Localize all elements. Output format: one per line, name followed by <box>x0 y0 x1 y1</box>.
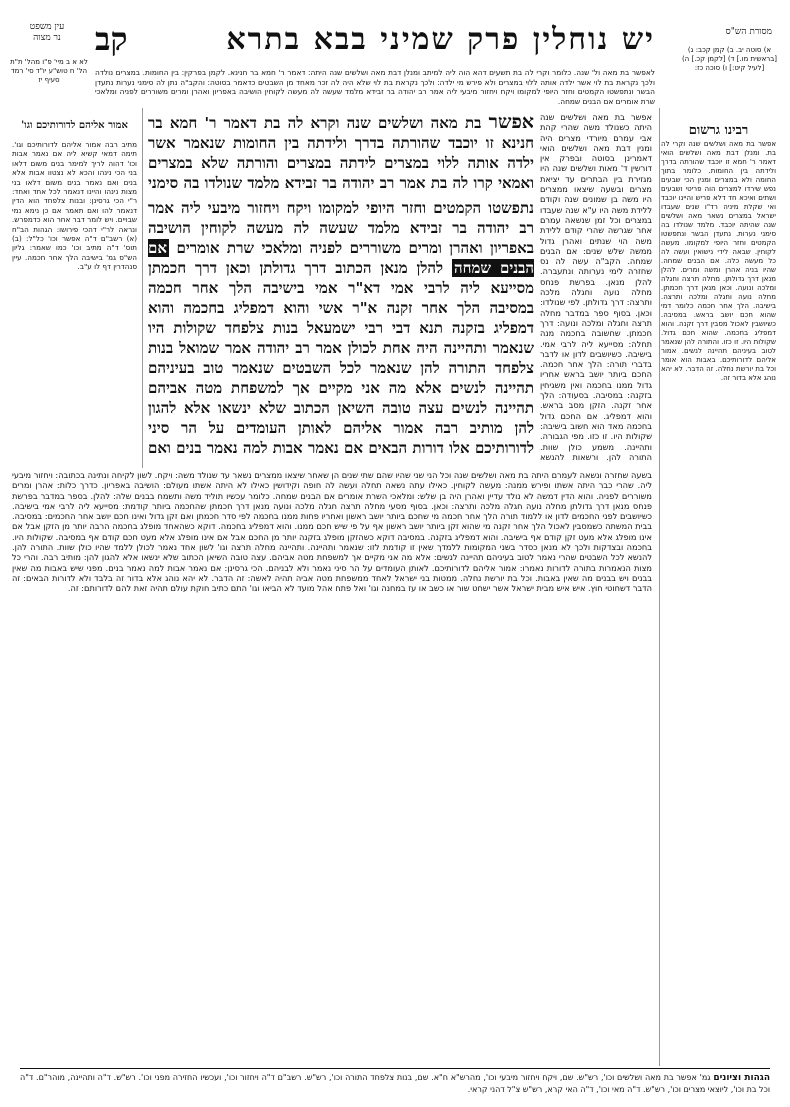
column-divider-right <box>659 108 660 1066</box>
ein-mishpat-label: עין משפט נר מצוה <box>29 22 65 43</box>
page-title: יש נוחלין פרק שמיני בבא בתרא <box>226 22 655 57</box>
masoret-notes: א) סוטה יב. ב) קמן קכב: ג) [בראשית מו.] ד) [לקמן קכ.] ה) [לעיל קיט:] ו) סוכה כז: <box>681 46 778 72</box>
footer-rule <box>20 1068 770 1069</box>
column-divider-left <box>142 108 143 468</box>
gemara-text <box>148 112 534 192</box>
footer-text: גמ' אפשר בת מאה ושלשים וכו', רש"ש. שם, ויקח ויחזור מיבעי וכו', מהרש"א ח"א. שם, בנות צלפחד התורה וכו', רש"ש. רשב"ם ד"ה ויחזור וכו', ועכשיו החזירה מפני וכו'. רש"ש. ד"ה ותהיינה, מוהר"ם. ד"ה וכל בת וכו', ליוצאי מצרים וכו', רש"ש. ד"ה מאי וכו', ד"ה האי קרא, רש"ש צ"ל דהני קראי. <box>20 1073 770 1094</box>
rashbam-commentary-right: אפשר בת מאה ושלשים שנה היתה כשנולד משה שהרי קהת אבי עמרם מיורדי מצרים היה ומנין דבת מאה ושלשים הואי דאמרינן בסוטה ובפרק אין דורשין ד' מאות ושלשים שנה היו מגזירת בין הבתרים עד יציאת מצרים ובשעה שיצאו ממצרים היו משה בן שמונים שנה וקודם ללידת משה היו ע"א שנה שעבדו במצרים וכל זמן שנשאה עמרם אחר שגרשה שהרי קודם ללידת משה הוי שנתים ואהרן גדול ממשה שלש שנים: אם הבנים שמחה. הקב"ה עשה לה נס שחזרה לימי נערותה ונתעברה. להלן מנאן. בפרשת פנחס מחלה נועה וחגלה מלכה ותרצה: דרך גדולתן. לפי שנולדו: וכאן. בסוף ספר במדבר מחלה תרצה וחגלה ומלכה ונועה: דרך חכמתן. שחשובה בחכמה מנה תחלה: מסייעא ליה לרבי אמי. בישיבה. כשיושבים לדון או לדבר בדברי תורה: הלך אחר חכמה. החכם ביותר יושב בראש אחריו גדול ממנו בחכמה ואין משגיחין בזקנה: במסיבה. בסעודה: הלך אחר זקנה. הזקן מסב בראש. והוא דמפליג. אם החכם גדול בחכמה מאד הוא חשוב בישיבה: שקולות היו. זו כזו. מפי הגבורה. ותהיינה. משמע כולן שוות. התורה להן. ורשאות להנשא <box>540 112 652 462</box>
gemara-opening-word: אפשר <box>488 112 534 133</box>
rabbeinu-gershom-heading: רבינו גרשום <box>688 123 749 138</box>
page-header <box>95 20 695 64</box>
tosafot-heading: אמור אליהם לדורותיכם וגו' <box>21 120 128 131</box>
masoret-hashas-label: מסורת הש"ס <box>725 27 772 37</box>
footer-notes <box>20 1072 770 1095</box>
commentary-top: לאפשר בת מאה ול' שנה. כלומר וקרי לה בת תשעים דהא הוה ליה למיתב ומנלן דבת מאה ושלשים שנה היתה: דאמר ר' חמא בר חנינא. לקמן בפרקין: בין החומות. במצרים נולדה ולכך נקראת בת לוי אשר ילדה אותה ללוי במצרים ולא פירש מי ילדה: ולכך נקראת בת לוי שלא היה לה זכר מאחד מן השבטים כדאמר בסוטה: והקב"ה נתן לה סימני נערות נתעדן הבשר ונתפשטו הקמטים וחזר היופי למקומו ויקח ויחזור מיבעי ליה אמר רב יהודה בר זבידא מלמד שעשה לה מעשה לקוחין הושיבה באפריון ואהרן ומרים משוררים לפניה ומלאכי שרת אומרים אם הבנים שמחה. <box>95 68 655 106</box>
rabbeinu-gershom-commentary: אפשר בת מאה ושלשים שנה וקרי לה בת. ומנלן דבת מאה ושלשים הואי דאמר ר' חמא זו יוכבד שהורתה בדרך ולידתה בין החומות. כלומר בתוך החומה ולא במצרים ומנין הכי שבעים נפש שירדו למצרים הוה פריטי ושבעים ושתים ואיכא חד דלא פריש והיינו יוכבד ואי שקלת מיניה רד"ו שנים שעבדו ישראל במצרים נשאר מאה ושלשים שנה שהיתה יוכבד. מלמד שנולדו בה סימני נערות. נתעדן הבשר ונתפשטו הקמטים וחזר היופי למקומו. מעשה לקוחין. שבאה לידי נישואין ועשה לה כל מעשה כלה. אם הבנים שמחה. שהיו בניה אהרן ומשה ומרים. להלן מנאן דרך גדולתן. מחלה תרצה וחגלה ומלכה ונועה. וכאן מנאן דרך חכמתן. מחלה נועה וחגלה ומלכה ותרצה. בישיבה. הלך אחר חכמה כלומר דמי שהוא חכם יושב בראש. במסיבה. כשיושבין לאכול מסבין דרך זקנה. והוא דמפליג בחכמה. שהוא חכם גדול. שקולות היו. זו כזו. והתורה להן שנאמר לטוב בעיניהם תהיינה לנשים. אמור אליהם לדורותיכם. באבות הוא אומר וכל בת יורשת נחלה. זה הדבר. לא יהא נוהג אלא בדור זה. <box>661 140 776 382</box>
folio-number: קב <box>95 20 128 58</box>
ein-mishpat-notes: לא א ב מיי' פ"ו מהל' ת"ת הל' ח טוש"ע יו"ד סי' רמד סעיף יז <box>10 58 88 84</box>
gemara-passage-c: להלן מנאן הכתוב דרך גדולתן וכאן דרך חכמתן מסייעא ליה לרבי אמי דא"ר אמי בישיבה הלך אחר חכמה במסיבה הלך אחר זקנה א"ר אשי והוא דמפליג בחכמה והוא דמפליג בזקנה תנא דבי רבי ישמעאל בנות צלפחד שקולות היו שנאמר ותהיינה היה אחת לכולן אמר רב יהודה אמר שמואל בנות צלפחד התורה להן שנאמר לכל השבטים שנאמר טוב בעיניהם תהיינה לנשים אלא מה אני מקיים אך למשפחת מטה אביהם תהיינה לנשים עצה טובה השיאן הכתוב שלא ינשאו אלא להגון להן מותיב רבה אמור אליהם לאותן העומדים על הר סיני לדורותיכם אלו דורות הבאים אם נאמר אבות למה נאמר בנים ואם <box>148 259 534 457</box>
gemara-passage-b: נתפשטו הקמטים וחזר היופי למקומו ויקח ויחזור מיבעי ליה אמר רב יהודה בר זבידא מלמד שעשה לה מעשה לקוחין הושיבה באפריון ואהרן ומרים משוררים לפניה ומלאכי שרת אומרים <box>148 199 534 257</box>
highlighted-phrase[interactable]: אם הבנים שמחה <box>148 239 534 277</box>
gemara-passage-a: בת מאה ושלשים שנה וקרא לה בת דאמר ר' חמא בר חנינא זו יוכבד שהורתה בדרך ולידתה בין החומות שנאמר אשר ילדה אותה ללוי במצרים לידתה במצרים והורתה שלא במצרים ואמאי קרו לה בת אמר רב יהודה בר זבידא מלמד שנולדו בה סימני <box>148 114 534 192</box>
tosafot-commentary: מתיב רבה אמור אליהם לדורותיכם וגו'. תימה דמאי קשיא ליה אם נאמר אבות וכו' דהוה לריך למימר בנים משום דלאו בני הכי נינהו והכא לא נצטוו אבות אלא בנים ואם נאמר בנים משום דלאו בני מצות נינהו והיינו דנאמר לכל אחד ואחד: ר"י הכי גרסינן: ובנות צלפחד הוא הדין דנאמר להו ואם תאמר אם כן נימא נמי שבויים. ויש לומר דבר אחר הוא כדמפרש. ונראה לר"י דהכי פירושו: הגהות הב"ח (א) רשב"ם ד"ה אפשר וכו' כל"ל: (ב) תוס' ד"ה מתיב וכו' כמו שאמר: גליון הש"ס גמ' בישיבה הלך אחר חכמה. עיין סנהדרין דף לו ע"ב. <box>12 140 137 272</box>
rashbam-commentary-bottom: בשעה שחזרה ונשאה לעמרם היתה בת מאה ושלשים שנה וכל הני שני שהיו שהם שתי שנים הן שאחר שיצאו ממצרים נשאר עד שנולד משה: ויקח. לשון לקיחה ונתינה בכתובה: ויחזור מיבעי ליה. שהרי כבר היתה אשתו ופירש ממנה: מעשה לקוחין. כאילו עתה נשאה תחלה ועשה לה חופה וקידושין כאילו לא היתה אשתו מעולם: הושיבה באפריון. כדרך כלות: אהרן ומרים משוררים לפניה. והוא הדין דמשה לא נולד עדיין ואהרן היה בן שלש: ומלאכי השרת אומרים אם הבנים שמחה. כלומר עכשיו תוליד משה ותשמח בבנים שלה: להלן. בספר במדבר בפרשת פנחס מנאן דרך גדולתן מחלה נועה חגלה מלכה ותרצה: וכאן. בסוף מסעי מחלה תרצה חגלה מלכה ונועה מנאן דרך חכמתן שהחכמה ביותר קודמת: מסייעא ליה לרבי אמי בישיבה. כשיושבים לפני החכמים לדון או ללמוד תורה הלך אחר חכמה מי שחכם ביותר יושב ראשון ואחריו פחות ממנו בחכמה לפי סדר חכמתן ואם זקן גדול ואינו חכם יושב אחר החכמים: במסיבה. בבית המשתה כשמסבין לאכול הלך אחר זקנה מי שהוא זקן ביותר יושב ראשון אף על פי שיש חכם ממנו. והוא דמפליג בחכמה. דוקא כשהאחד מופלג בחכמה הרבה יותר מן הזקן אבל אם אינו מופלג אלא מעט זקן קודם אף בישיבה. והוא דמפליג בזקנה. במסיבה דוקא כשהזקן מופלג בזקנה יותר מן החכם אבל אם אינו מופלג אלא מעט חכם קודם אף במסיבה. שקולות היו. בחכמה ובצדקות ולכך לא מנאן כסדר בשני המקומות ללמדך שאין זו קודמת לזו: שנאמר ותהיינה. ותהיינה מחלה תרצה וגו' לשון אחד נאמר לכולן ללמד שהיו כולן שוות. התורה להן. להנשא לכל השבטים שהרי נאמר לטוב בעיניהם תהיינה לנשים: אלא מה אני מקיים אך למשפחת מטה אביהם. עצה טובה השיאן הכתוב שלא ינשאו אלא להגון להן: מותיב רבה. והרי כל מצות הנאמרות בתורה לדורות נאמרו: אמור אליהם לדורותיכם. לאותן העומדים על הר סיני נאמר ולא לבניהם. הכי גרסינן: אם נאמר אבות למה נאמר בנים. מפני שיש באבות מה שאין בבנים ויש בבנים מה שאין באבות. וכל בת יורשת נחלה. ממטות בני ישראל לאחד ממשפחת מטה אביה תהיה לאשה: זה הדבר. לא יהא נוהג אלא בדור זה בלבד ולא לדורות הבאים: זה הדבר דשחוטי חוץ. איש איש מבית ישראל אשר ישחט שור או כשב או עז במחנה וגו' ואל פתח אהל מועד לא הביאו וגו' התם כתיב חוקת עולם תהיה זאת להם לדורותם: זה. <box>12 470 652 594</box>
footer-label: הגהות וציונים <box>713 1073 770 1083</box>
gemara-text-wide <box>148 198 534 460</box>
